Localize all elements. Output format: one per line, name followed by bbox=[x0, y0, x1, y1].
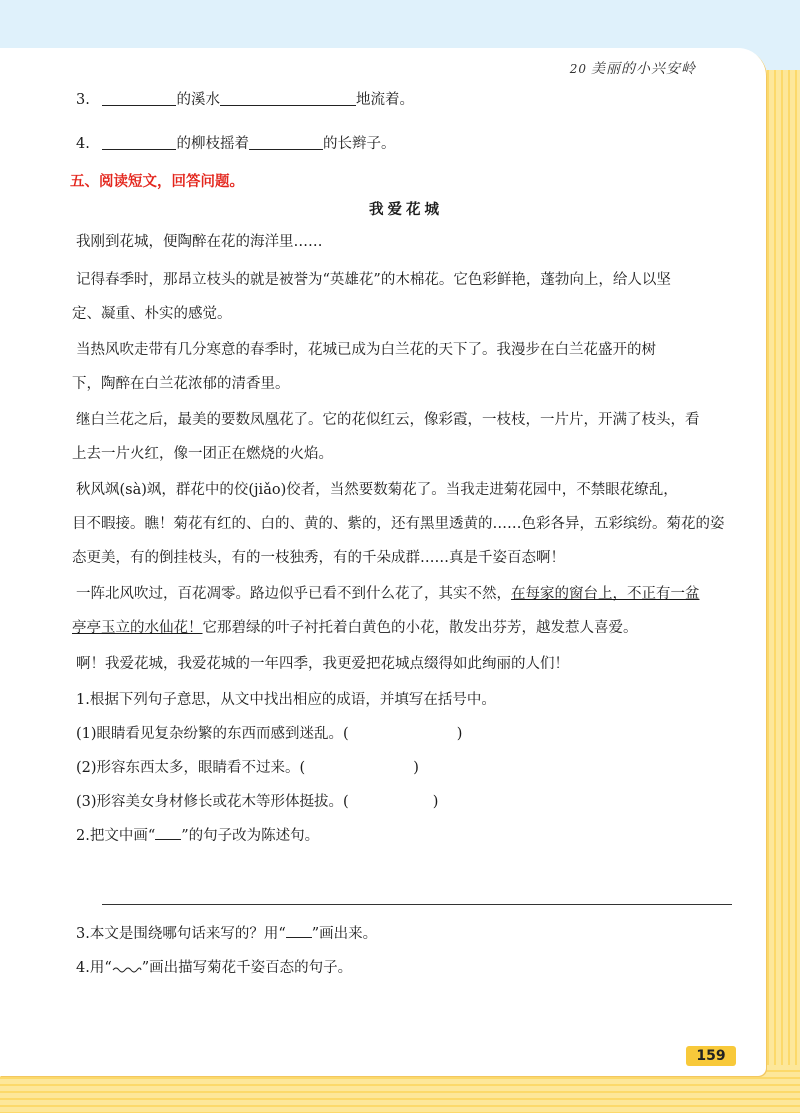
page bbox=[0, 48, 766, 1076]
wavy-line-symbol bbox=[112, 964, 142, 974]
answer-line[interactable] bbox=[102, 904, 732, 905]
question-4: 4.用“ ”画出描写菊花千姿百态的句子。 bbox=[76, 960, 353, 976]
paragraph-line: 继白兰花之后，最美的要数凤凰花了。它的花似红云，像彩霞，一枝枝，一片片，开满了枝头，看 bbox=[76, 412, 700, 428]
question-1-2: (2)形容东西太多，眼睛看不过来。( ) bbox=[76, 760, 419, 776]
paragraph-line: 啊！我爱花城，我爱花城的一年四季，我更爱把花城点缀得如此绚丽的人们！ bbox=[76, 656, 569, 672]
fill-item-3: 3. 的溪水 地流着。 bbox=[76, 92, 414, 108]
lesson-title: 美丽的小兴安岭 bbox=[591, 61, 696, 77]
blank[interactable] bbox=[102, 134, 176, 150]
paragraph-line: 态更美，有的倒挂枝头，有的一枝独秀，有的千朵成群……真是千姿百态啊！ bbox=[72, 550, 565, 566]
page-number: 159 bbox=[686, 1046, 736, 1066]
paragraph-line: 当热风吹走带有几分寒意的春季时，花城已成为白兰花的天下了。我漫步在白兰花盛开的树 bbox=[76, 342, 656, 358]
question-3: 3.本文是围绕哪句话来写的？用“ ”画出来。 bbox=[76, 926, 378, 942]
lesson-number: 20 bbox=[569, 62, 587, 76]
paragraph-line: 记得春季时，那昂立枝头的就是被誉为“英雄花”的木棉花。它色彩鲜艳，蓬勃向上，给人以坚 bbox=[76, 272, 671, 288]
paragraph-line: 下，陶醉在白兰花浓郁的清香里。 bbox=[72, 376, 290, 392]
blank[interactable] bbox=[102, 90, 176, 106]
article-title: 我爱花城 bbox=[369, 201, 443, 218]
underlined-sentence: 亭亭玉立的水仙花！ bbox=[72, 620, 203, 636]
paragraph-line: 上去一片火红，像一团正在燃烧的火焰。 bbox=[72, 446, 333, 462]
paragraph-line: 亭亭玉立的水仙花！它那碧绿的叶子衬托着白黄色的小花，散发出芬芳，越发惹人喜爱。 bbox=[72, 620, 638, 636]
question-1: 1.根据下列句子意思，从文中找出相应的成语，并填写在括号中。 bbox=[76, 692, 496, 708]
paragraph-line: 定、凝重、朴实的感觉。 bbox=[72, 306, 232, 322]
blank[interactable] bbox=[249, 134, 323, 150]
section-title: 五、阅读短文，回答问题。 bbox=[70, 174, 244, 190]
fill-item-4: 4. 的柳枝摇着 的长辫子。 bbox=[76, 136, 396, 152]
question-1-1: (1)眼睛看见复杂纷繁的东西而感到迷乱。( ) bbox=[76, 726, 463, 742]
paragraph: 我刚到花城，便陶醉在花的海洋里…… bbox=[76, 234, 323, 250]
paragraph-line: 目不暇接。瞧！菊花有红的、白的、黄的、紫的，还有黑里透黄的……色彩各异，五彩缤纷。菊花的姿 bbox=[72, 516, 725, 532]
straight-line-symbol bbox=[286, 925, 312, 938]
blank[interactable] bbox=[220, 90, 356, 106]
question-1-3: (3)形容美女身材修长或花木等形体挺拔。( ) bbox=[76, 794, 439, 810]
lesson-header bbox=[570, 58, 696, 78]
paragraph-line: 秋风飒(sà)飒，群花中的佼(jiǎo)佼者，当然要数菊花了。当我走进菊花园中，不禁眼花缭乱， bbox=[76, 482, 678, 498]
straight-line-symbol bbox=[155, 827, 181, 840]
paragraph-line: 一阵北风吹过，百花凋零。路边似乎已看不到什么花了，其实不然，在每家的窗台上，不正有一盆 bbox=[76, 586, 700, 602]
underlined-sentence: 在每家的窗台上，不正有一盆 bbox=[511, 586, 700, 602]
question-2: 2.把文中画“ ”的句子改为陈述句。 bbox=[76, 828, 320, 844]
